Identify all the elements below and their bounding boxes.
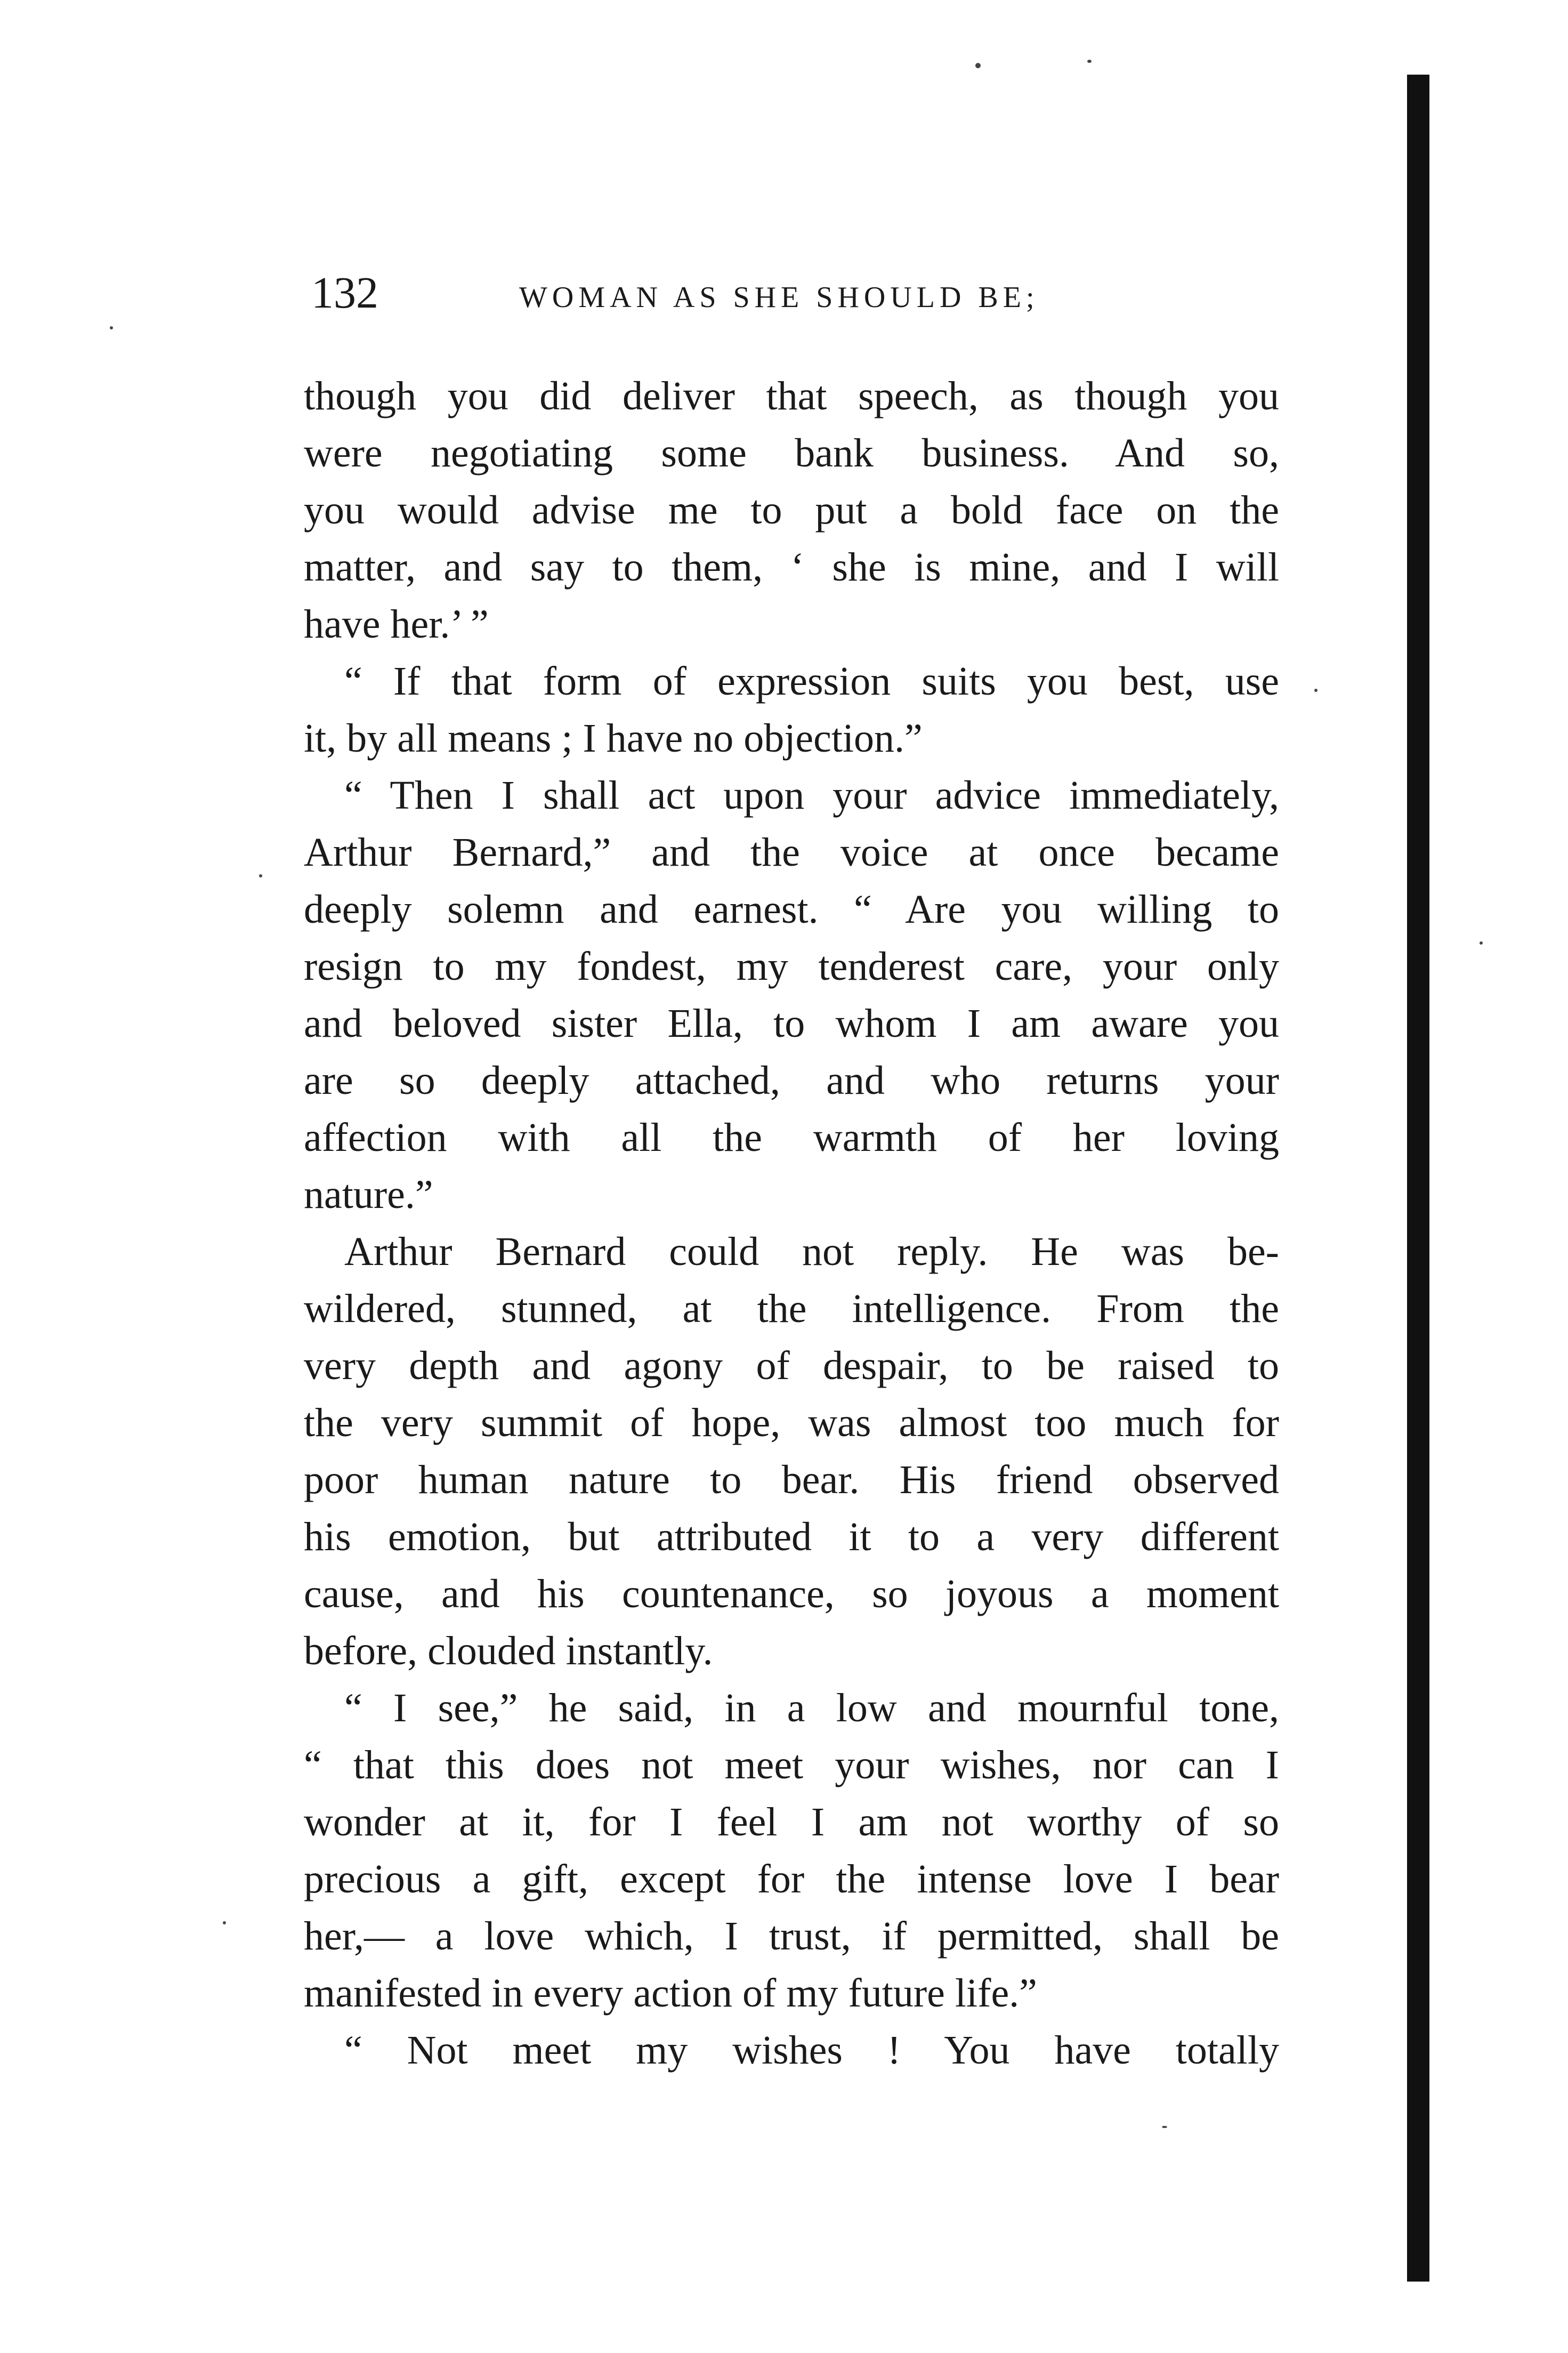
text-line: it, by all means ; I have no objection.” bbox=[304, 716, 923, 761]
text-line: Arthur Bernard could not reply. He was be- bbox=[344, 1229, 1279, 1274]
text-line: matter, and say to them, ‘ she is mine, and I will bbox=[304, 545, 1279, 590]
running-title: WOMAN AS SHE SHOULD BE; bbox=[519, 281, 1039, 314]
text-line: the very summit of hope, was almost too much for bbox=[304, 1400, 1279, 1445]
text-line: and beloved sister Ella, to whom I am aware you bbox=[304, 1001, 1279, 1046]
text-line: her,— a love which, I trust, if permitted, shall be bbox=[304, 1914, 1279, 1959]
text-line: “ Not meet my wishes ! You have totally bbox=[344, 2028, 1279, 2073]
text-line: Arthur Bernard,” and the voice at once became bbox=[304, 830, 1279, 875]
text-line: affection with all the warmth of her loving bbox=[304, 1115, 1279, 1160]
text-line: wonder at it, for I feel I am not worthy of so bbox=[304, 1800, 1279, 1844]
text-line: though you did deliver that speech, as though you bbox=[304, 374, 1279, 418]
text-line: poor human nature to bear. His friend observed bbox=[304, 1457, 1279, 1502]
text-line: before, clouded instantly. bbox=[304, 1629, 713, 1673]
text-line: deeply solemn and earnest. “ Are you willing to bbox=[304, 887, 1279, 932]
page-edge-shadow bbox=[1407, 75, 1429, 2282]
text-line: “ If that form of expression suits you best, use bbox=[344, 659, 1279, 704]
text-line: cause, and his countenance, so joyous a moment bbox=[304, 1572, 1279, 1616]
text-line: are so deeply attached, and who returns your bbox=[304, 1058, 1279, 1103]
text-line: precious a gift, except for the intense love I bear bbox=[304, 1857, 1279, 1901]
text-line: manifested in every action of my future life.” bbox=[304, 1971, 1037, 2016]
text-line: resign to my fondest, my tenderest care, your only bbox=[304, 944, 1279, 989]
page-number: 132 bbox=[311, 268, 378, 318]
text-line: nature.” bbox=[304, 1172, 433, 1217]
text-line: very depth and agony of despair, to be raised to bbox=[304, 1343, 1279, 1388]
text-line: have her.’ ” bbox=[304, 602, 489, 647]
text-line: “ that this does not meet your wishes, nor can I bbox=[304, 1743, 1279, 1787]
text-line: you would advise me to put a bold face on the bbox=[304, 488, 1279, 533]
text-line: his emotion, but attributed it to a very different bbox=[304, 1514, 1279, 1559]
text-line: “ I see,” he said, in a low and mournful tone, bbox=[344, 1686, 1279, 1730]
text-line: “ Then I shall act upon your advice immediately, bbox=[344, 773, 1279, 818]
text-line: wildered, stunned, at the intelligence. From the bbox=[304, 1286, 1279, 1331]
text-line: were negotiating some bank business. And so, bbox=[304, 431, 1279, 476]
body-text bbox=[304, 368, 1279, 2079]
